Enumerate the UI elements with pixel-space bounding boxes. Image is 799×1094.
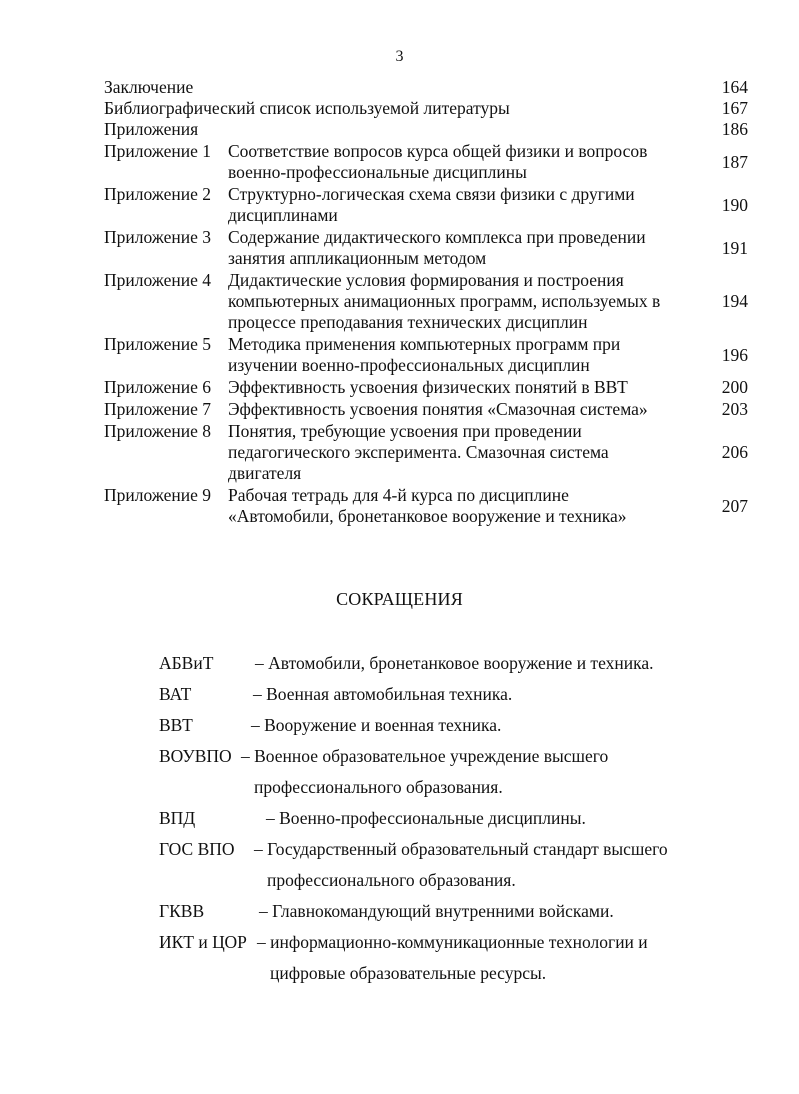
toc-desc: Рабочая тетрадь для 4-й курса по дисциплине «Автомобили, бронетанковое вооружение и техника» — [228, 485, 627, 526]
abbreviation-term: ГОС ВПО — [159, 839, 235, 859]
toc-label: Приложение 9 — [104, 485, 212, 505]
toc-label: Приложение 6 — [104, 377, 212, 397]
abbreviation-definition: – Военное образовательное учреждение высшего профессионального образования. — [241, 746, 609, 797]
abbreviation-row — [159, 648, 719, 679]
toc-page: 203 — [721, 399, 748, 419]
toc-label: Приложение 1 — [104, 141, 212, 161]
toc-label: Приложение 4 — [104, 270, 212, 290]
toc-label: Приложение 8 — [104, 421, 212, 441]
page-number: 3 — [395, 48, 404, 65]
toc-page: 167 — [721, 98, 748, 118]
toc-desc: Методика применения компьютерных программ при изучении военно-профессиональных дисциплин — [228, 334, 621, 375]
toc-desc: Соответствие вопросов курса общей физики и вопросов военно-профессиональные дисциплины — [228, 141, 648, 182]
abbreviation-definition: – Вооружение и военная техника. — [251, 715, 502, 735]
table-of-contents — [104, 77, 748, 527]
abbreviation-definition: – Военная автомобильная техника. — [253, 684, 513, 704]
abbreviation-row — [159, 803, 719, 834]
toc-row-appendix-3 — [104, 227, 748, 269]
toc-page: 191 — [721, 237, 748, 258]
abbreviation-row — [159, 710, 719, 741]
toc-page: 206 — [721, 442, 748, 462]
abbreviations-list — [159, 648, 719, 989]
abbreviation-row — [159, 896, 719, 927]
toc-label: Библиографический список используемой литературы — [104, 98, 510, 118]
toc-desc: Содержание дидактического комплекса при проведении занятия аппликационным методом — [228, 227, 646, 268]
toc-label: Приложение 7 — [104, 399, 212, 419]
abbreviation-definition: – Военно-профессиональные дисциплины. — [266, 808, 586, 828]
toc-row-appendix-2 — [104, 184, 748, 226]
abbreviation-definition: – информационно-коммуникационные технологии и цифровые образовательные ресурсы. — [257, 932, 648, 983]
toc-desc: Эффективность усвоения понятия «Смазочная система» — [228, 399, 648, 419]
abbreviation-term: ВПД — [159, 808, 196, 828]
abbreviation-term: ВОУВПО — [159, 746, 232, 766]
toc-page: 190 — [721, 194, 748, 215]
toc-desc: Понятия, требующие усвоения при проведении педагогического эксперимента. Смазочная система двигателя — [228, 421, 609, 483]
toc-page: 200 — [721, 377, 748, 397]
toc-row-conclusion — [104, 77, 748, 98]
toc-desc: Эффективность усвоения физических понятий в ВВТ — [228, 377, 628, 397]
toc-desc: Структурно-логическая схема связи физики с другими дисциплинами — [228, 184, 635, 225]
toc-row-appendix-7 — [104, 399, 748, 420]
abbreviation-term: АБВиТ — [159, 653, 214, 673]
toc-desc: Дидактические условия формирования и построения компьютерных анимационных программ, используемых в процессе преподавания технических дисциплин — [228, 270, 661, 332]
abbreviations-heading: СОКРАЩЕНИЯ — [336, 589, 463, 609]
toc-label: Приложение 5 — [104, 334, 212, 354]
abbreviation-row — [159, 834, 719, 896]
abbreviation-row — [159, 927, 719, 989]
abbreviation-term: ВАТ — [159, 684, 192, 704]
abbreviation-definition: – Автомобили, бронетанковое вооружение и техника. — [255, 653, 654, 673]
toc-page: 164 — [721, 77, 748, 97]
toc-label: Приложение 2 — [104, 184, 212, 204]
toc-row-bibliography — [104, 98, 748, 119]
toc-row-appendix-9 — [104, 485, 748, 527]
toc-page: 207 — [721, 495, 748, 516]
toc-row-appendices — [104, 119, 748, 140]
toc-page: 194 — [721, 291, 748, 311]
toc-page: 187 — [721, 151, 748, 172]
abbreviation-term: ИКТ и ЦОР — [159, 932, 247, 952]
toc-page: 196 — [721, 344, 748, 365]
toc-row-appendix-1 — [104, 141, 748, 183]
toc-row-appendix-6 — [104, 377, 748, 398]
toc-label: Приложения — [104, 119, 199, 139]
toc-label: Приложение 3 — [104, 227, 212, 247]
toc-page: 186 — [721, 119, 748, 139]
toc-row-appendix-4 — [104, 270, 748, 333]
abbreviation-row — [159, 741, 719, 803]
abbreviation-term: ВВТ — [159, 715, 193, 735]
toc-row-appendix-5 — [104, 334, 748, 376]
toc-row-appendix-8 — [104, 421, 748, 484]
abbreviation-term: ГКВВ — [159, 901, 205, 921]
toc-label: Заключение — [104, 77, 194, 97]
abbreviation-definition: – Государственный образовательный стандарт высшего профессионального образования. — [254, 839, 668, 890]
abbreviation-row — [159, 679, 719, 710]
abbreviation-definition: – Главнокомандующий внутренними войсками. — [259, 901, 614, 921]
